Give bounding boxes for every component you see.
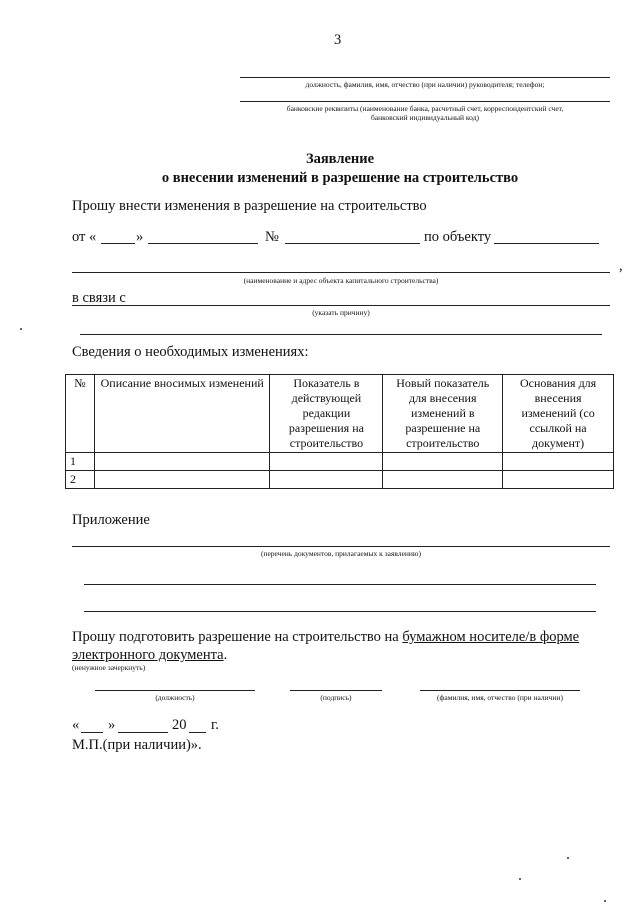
signature-caption: (подпись) [320,693,352,702]
title-line-2: о внесении изменений в разрешение на строительство [161,170,519,186]
date-close-quote: » [108,717,116,733]
name-field[interactable] [420,690,580,691]
format-option-electronic[interactable]: электронного документа [72,647,224,663]
column-header-current-value: Показатель в действующей редакции разрешения на строительство [270,375,383,453]
reason-caption: (указать причину) [312,308,370,317]
table-cell[interactable] [270,453,383,471]
format-period: . [223,647,228,663]
reason-label: в связи с [72,290,126,306]
column-header-description: Описание вносимых изменений [94,375,270,453]
table-header-row [66,375,614,453]
table-cell[interactable] [94,453,270,471]
format-text: Прошу подготовить разрешение на строительство на [72,629,403,645]
date-field[interactable] [148,243,258,244]
table-cell[interactable] [383,471,503,489]
changes-heading: Сведения о необходимых изменениях: [72,344,309,360]
permit-number-field[interactable] [285,243,420,244]
attachment-field-2[interactable] [84,584,596,585]
column-header-grounds: Основания для внесения изменений (со ссылкой на документ) [503,375,614,453]
attachment-field[interactable] [72,546,610,547]
format-request [72,628,617,664]
object-caption: (наименование и адрес объекта капитального строительства) [243,276,439,285]
table-cell[interactable] [503,453,614,471]
year-prefix: 20 [172,717,187,733]
request-text: Прошу внести изменения в разрешение на строительство [72,198,427,214]
object-comma: , [619,258,623,274]
header-caption-2-line1: банковские реквизиты (наименование банка, расчетный счет, корреспондентский счет, [286,104,564,113]
column-header-new-value: Новый показатель для внесения изменений в разрешение на строительство [383,375,503,453]
sign-year-field[interactable] [189,732,206,733]
table-row [66,453,614,471]
row-number: 1 [66,453,95,471]
table-row [66,471,614,489]
signature-field[interactable] [290,690,382,691]
object-name-field[interactable] [72,272,610,273]
table-cell[interactable] [94,471,270,489]
table-cell[interactable] [383,453,503,471]
title-line-1: Заявление [305,151,375,167]
page-number: 3 [334,32,342,48]
header-caption-2-line2: банковский индивидуальный код) [370,113,480,122]
format-option-paper[interactable]: бумажном носителе/в форме [402,629,580,645]
scan-speck [519,878,521,880]
document-title [100,150,580,188]
column-header-number: № [66,375,95,453]
attachment-heading: Приложение [72,512,150,528]
object-label: по объекту [424,229,492,245]
date-open-quote: « [72,717,80,733]
reason-field[interactable] [72,305,610,306]
format-note: (ненужное зачеркнуть) [72,663,146,672]
object-field[interactable] [494,243,599,244]
position-caption: (должность) [155,693,195,702]
position-field[interactable] [95,690,255,691]
attachment-caption: (перечень документов, прилагаемых к заявлению) [260,549,422,558]
year-suffix: г. [211,717,219,733]
scan-speck [567,857,569,859]
sign-month-field[interactable] [118,732,168,733]
reason-field-2[interactable] [80,334,602,335]
stamp-text: М.П.(при наличии)». [72,737,202,753]
from-label: от « [72,229,97,245]
table-cell[interactable] [503,471,614,489]
changes-table [65,374,614,489]
table-cell[interactable] [270,471,383,489]
number-label: № [265,229,279,245]
name-caption: (фамилия, имя, отчество (при наличии) [437,693,563,702]
attachment-field-3[interactable] [84,611,596,612]
header-line-1 [240,77,610,78]
date-day-field[interactable] [101,243,135,244]
scan-speck [20,328,22,330]
scan-speck [604,900,606,902]
header-caption-1: должность, фамилия, имя, отчество (при наличии) руководителя; телефон; [305,80,545,89]
header-line-2 [240,101,610,102]
sign-day-field[interactable] [81,732,103,733]
row-number: 2 [66,471,95,489]
header-caption-2 [240,104,610,122]
from-quote-close: » [136,229,144,245]
